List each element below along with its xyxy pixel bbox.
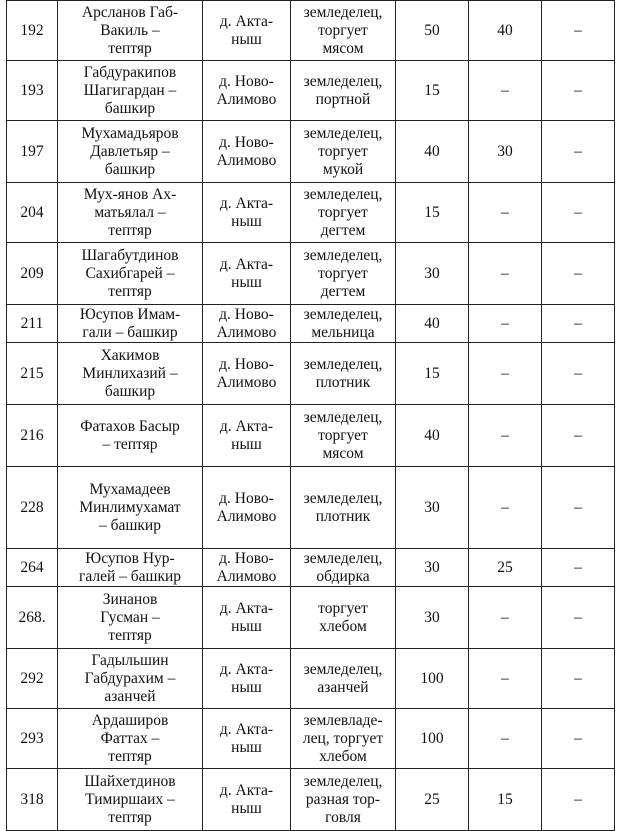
table-row (7, 121, 615, 183)
occupation-cell: земледелец, торгует дегтем (291, 243, 396, 305)
table-row (7, 1, 615, 61)
table-row (7, 405, 615, 467)
person-name-cell: Юсупов Нур- галей – башкир (58, 549, 203, 587)
table-body (7, 1, 615, 831)
value-1-cell: 25 (396, 769, 469, 831)
value-1-cell: 40 (396, 305, 469, 343)
occupation-cell: землевладе- лец, торгует хлебом (291, 709, 396, 769)
table-row (7, 649, 615, 709)
table-row (7, 467, 615, 549)
person-name-cell: Мухамадеев Минлимухамат – башкир (58, 467, 203, 549)
occupation-cell: земледелец, торгует мукой (291, 121, 396, 183)
occupation-cell: земледелец, разная тор- говля (291, 769, 396, 831)
person-name-cell: Юсупов Имам- гали – башкир (58, 305, 203, 343)
occupation-cell: земледелец, азанчей (291, 649, 396, 709)
person-name-cell: Ардаширов Фаттах – тептяр (58, 709, 203, 769)
value-2-cell: – (469, 467, 542, 549)
row-number-cell: 264 (7, 549, 58, 587)
village-cell: д. Акта- ныш (203, 183, 291, 243)
value-1-cell: 30 (396, 549, 469, 587)
value-1-cell: 40 (396, 121, 469, 183)
person-name-cell: Зинанов Гусман – тептяр (58, 587, 203, 649)
value-2-cell: 25 (469, 549, 542, 587)
village-cell: д. Акта- ныш (203, 769, 291, 831)
value-2-cell: 30 (469, 121, 542, 183)
person-name-cell: Фатахов Басыр – тептяр (58, 405, 203, 467)
row-number-cell: 292 (7, 649, 58, 709)
value-1-cell: 15 (396, 61, 469, 121)
value-2-cell: – (469, 61, 542, 121)
value-2-cell: – (469, 305, 542, 343)
village-cell: д. Ново- Алимово (203, 61, 291, 121)
value-2-cell: – (469, 587, 542, 649)
village-cell: д. Акта- ныш (203, 709, 291, 769)
value-1-cell: 50 (396, 1, 469, 61)
value-1-cell: 30 (396, 243, 469, 305)
row-number-cell: 216 (7, 405, 58, 467)
person-name-cell: Мух-янов Ах- матьялал – тептяр (58, 183, 203, 243)
occupation-cell: земледелец, мельница (291, 305, 396, 343)
village-cell: д. Ново- Алимово (203, 121, 291, 183)
row-number-cell: 268. (7, 587, 58, 649)
row-number-cell: 197 (7, 121, 58, 183)
village-cell: д. Акта- ныш (203, 587, 291, 649)
person-name-cell: Мухамадьяров Давлетьяр – башкир (58, 121, 203, 183)
value-2-cell: – (469, 243, 542, 305)
table-row (7, 709, 615, 769)
table-row (7, 769, 615, 831)
value-3-cell: – (542, 343, 615, 405)
person-name-cell: Арсланов Габ- Вакиль – тептяр (58, 1, 203, 61)
row-number-cell: 293 (7, 709, 58, 769)
person-name-cell: Шайхетдинов Тимиршаих – тептяр (58, 769, 203, 831)
value-3-cell: – (542, 709, 615, 769)
value-1-cell: 100 (396, 649, 469, 709)
occupation-cell: земледелец, плотник (291, 467, 396, 549)
person-name-cell: Шагабутдинов Сахибгарей – тептяр (58, 243, 203, 305)
village-cell: д. Ново- Алимово (203, 305, 291, 343)
occupation-cell: земледелец, торгует мясом (291, 405, 396, 467)
value-1-cell: 30 (396, 467, 469, 549)
row-number-cell: 204 (7, 183, 58, 243)
value-3-cell: – (542, 649, 615, 709)
occupation-cell: торгует хлебом (291, 587, 396, 649)
occupation-cell: земледелец, обдирка (291, 549, 396, 587)
row-number-cell: 209 (7, 243, 58, 305)
occupation-cell: земледелец, торгует мясом (291, 1, 396, 61)
row-number-cell: 215 (7, 343, 58, 405)
person-name-cell: Гадыльшин Габдурахим – азанчей (58, 649, 203, 709)
table-row (7, 343, 615, 405)
value-2-cell: – (469, 405, 542, 467)
row-number-cell: 228 (7, 467, 58, 549)
value-3-cell: – (542, 61, 615, 121)
value-3-cell: – (542, 405, 615, 467)
value-3-cell: – (542, 183, 615, 243)
table-row (7, 587, 615, 649)
row-number-cell: 193 (7, 61, 58, 121)
village-cell: д. Ново- Алимово (203, 467, 291, 549)
value-1-cell: 15 (396, 343, 469, 405)
village-cell: д. Ново- Алимово (203, 549, 291, 587)
occupation-cell: земледелец, портной (291, 61, 396, 121)
table-row (7, 183, 615, 243)
value-3-cell: – (542, 305, 615, 343)
occupation-cell: земледелец, торгует дегтем (291, 183, 396, 243)
value-2-cell: 15 (469, 769, 542, 831)
person-name-cell: Хакимов Минлихазий – башкир (58, 343, 203, 405)
census-table (6, 0, 615, 831)
table-row (7, 549, 615, 587)
value-1-cell: 100 (396, 709, 469, 769)
occupation-cell: земледелец, плотник (291, 343, 396, 405)
value-2-cell: – (469, 343, 542, 405)
row-number-cell: 318 (7, 769, 58, 831)
value-1-cell: 30 (396, 587, 469, 649)
value-2-cell: – (469, 709, 542, 769)
value-2-cell: – (469, 649, 542, 709)
value-3-cell: – (542, 1, 615, 61)
person-name-cell: Габдуракипов Шагигардан – башкир (58, 61, 203, 121)
village-cell: д. Акта- ныш (203, 649, 291, 709)
value-3-cell: – (542, 121, 615, 183)
row-number-cell: 211 (7, 305, 58, 343)
row-number-cell: 192 (7, 1, 58, 61)
table-row (7, 305, 615, 343)
value-3-cell: – (542, 243, 615, 305)
village-cell: д. Акта- ныш (203, 243, 291, 305)
value-3-cell: – (542, 549, 615, 587)
value-1-cell: 15 (396, 183, 469, 243)
table-row (7, 61, 615, 121)
value-2-cell: 40 (469, 1, 542, 61)
value-2-cell: – (469, 183, 542, 243)
value-1-cell: 40 (396, 405, 469, 467)
village-cell: д. Ново- Алимово (203, 343, 291, 405)
value-3-cell: – (542, 467, 615, 549)
value-3-cell: – (542, 769, 615, 831)
village-cell: д. Акта- ныш (203, 1, 291, 61)
table-row (7, 243, 615, 305)
village-cell: д. Акта- ныш (203, 405, 291, 467)
value-3-cell: – (542, 587, 615, 649)
